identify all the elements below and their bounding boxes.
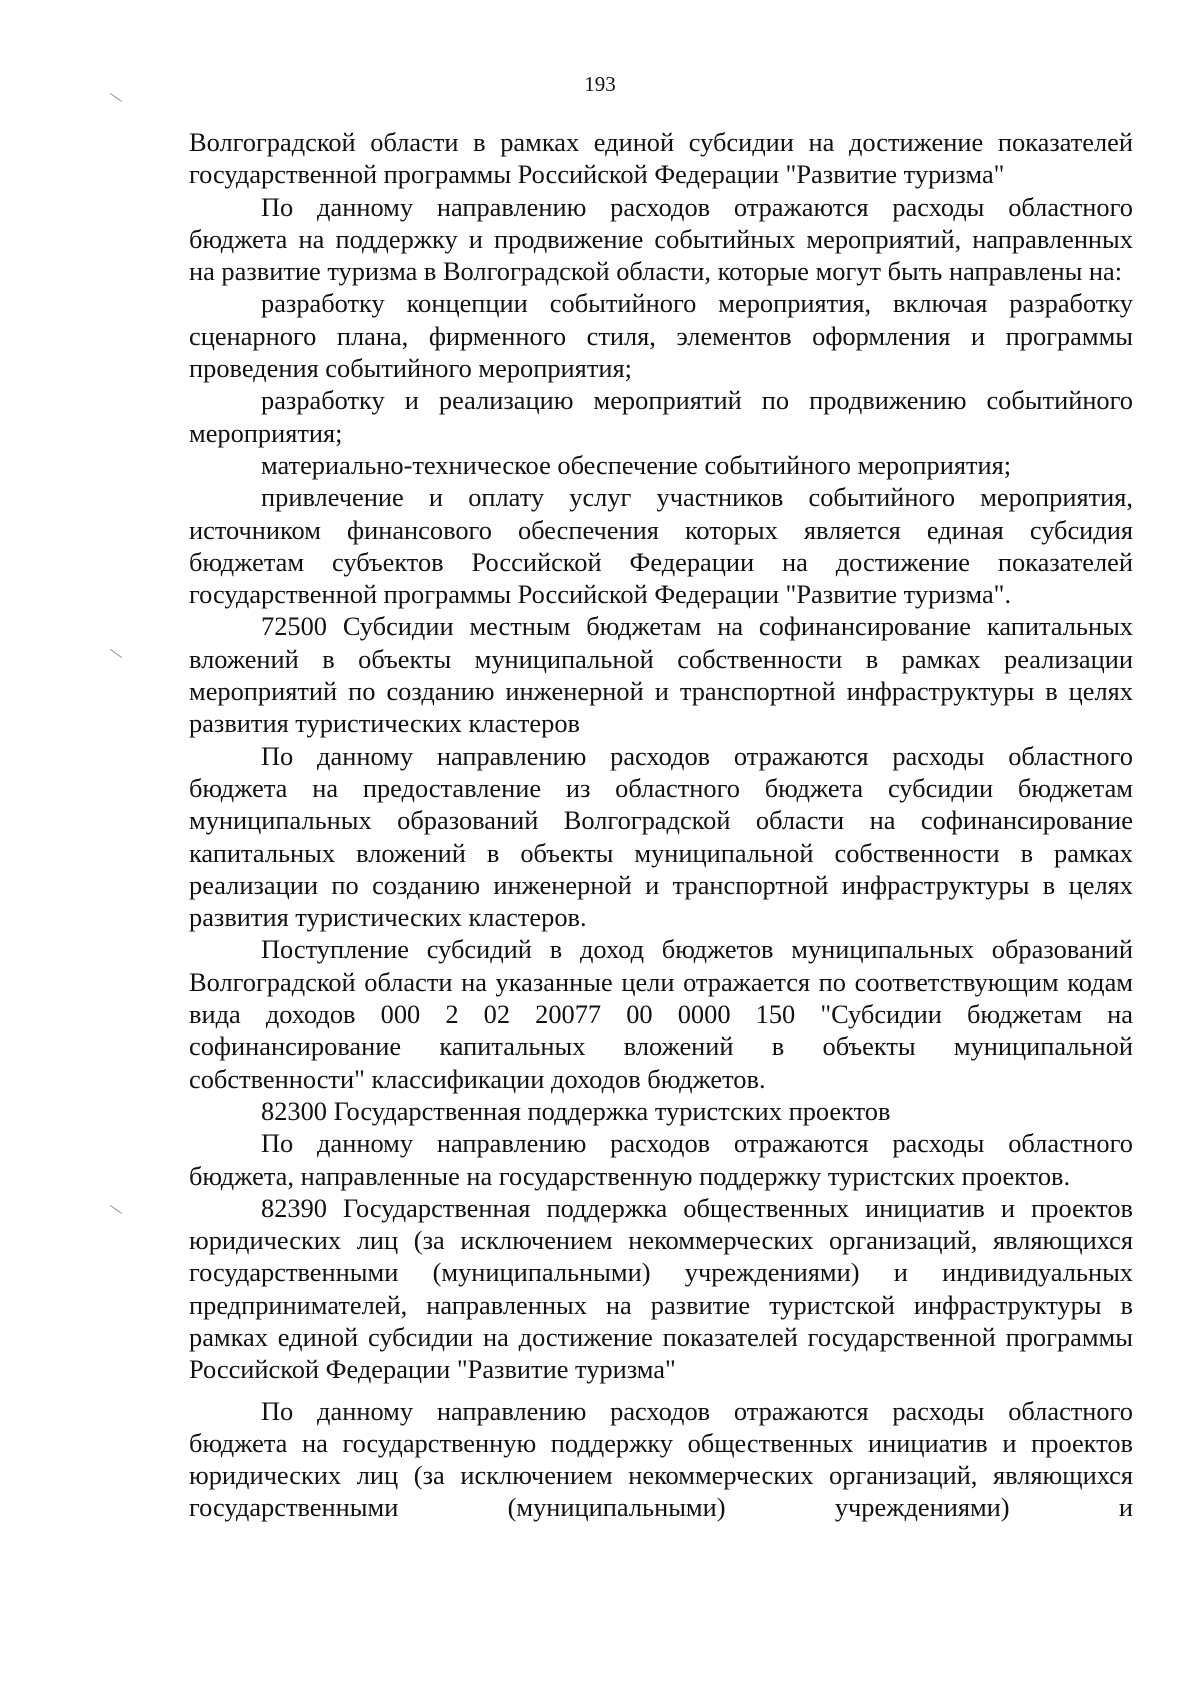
list-item: разработку и реализацию мероприятий по продвижению событийного мероприятия; — [189, 385, 1133, 448]
paragraph-continuation: Волгоградской области в рамках единой субсидии на достижение показателей государственной программы Российской Федерации "Развитие туризма" — [189, 127, 1133, 190]
section-heading-72500: 72500 Субсидии местным бюджетам на софинансирование капитальных вложений в объекты муниципальной собственности в рамках реализации мероприятий по созданию инженерной и транспортной инфраструктуры в целях развития туристических кластеров — [189, 611, 1133, 739]
paragraph: По данному направлению расходов отражаются расходы областного бюджета на поддержку и продвижение событийных мероприятий, направленных на развитие туризма в Волгоградской области, которые могут быть направлены на: — [189, 191, 1133, 287]
paragraph: По данному направлению расходов отражаются расходы областного бюджета на предоставление из областного бюджета субсидии бюджетам муниципальных образований Волгоградской области на софинансирование капитальных вложений в объекты муниципальной собственности в рамках реализации по созданию инженерной и транспортной инфраструктуры в целях развития туристических кластеров. — [189, 740, 1133, 933]
list-item: привлечение и оплату услуг участников событийного мероприятия, источником финансового обеспечения которых является единая субсидия бюджетам субъектов Российской Федерации на достижение показателей государственной программы Российской Федерации "Развитие туризма". — [189, 482, 1133, 610]
document-body — [189, 126, 1133, 1524]
list-item: материально-техническое обеспечение событийного мероприятия; — [261, 449, 1012, 480]
page-number: 193 — [584, 72, 616, 96]
paragraph: По данному направлению расходов отражаются расходы областного бюджета, направленные на государственную поддержку туристских проектов. — [189, 1128, 1133, 1191]
list-item: разработку концепции событийного мероприятия, включая разработку сценарного плана, фирменного стиля, элементов оформления и программы проведения событийного мероприятия; — [189, 288, 1133, 384]
paragraph: Поступление субсидий в доход бюджетов муниципальных образований Волгоградской области на указанные цели отражается по соответствующим кодам вида доходов 000 2 02 20077 00 0000 150 "Субсидии бюджетам на софинансирование капитальных вложений в объекты муниципальной собственности" классификации доходов бюджетов. — [189, 934, 1133, 1094]
paragraph: По данному направлению расходов отражаются расходы областного бюджета на государственную поддержку общественных инициатив и проектов юридических лиц (за исключением некоммерческих организаций, являющихся государственными (муниципальными) учреждениями) и — [189, 1395, 1133, 1523]
scan-artifact — [104, 1205, 122, 1222]
section-heading-82300: 82300 Государственная поддержка туристских проектов — [261, 1095, 891, 1126]
scan-artifact — [104, 649, 122, 666]
section-heading-82390: 82390 Государственная поддержка общественных инициатив и проектов юридических лиц (за исключением некоммерческих организаций, являющихся государственными (муниципальными) учреждениями) и индивидуальных предпринимателей, направленных на развитие туристской инфраструктуры в рамках единой субсидии на достижение показателей государственной программы Российской Федерации "Развитие туризма" — [189, 1192, 1133, 1385]
